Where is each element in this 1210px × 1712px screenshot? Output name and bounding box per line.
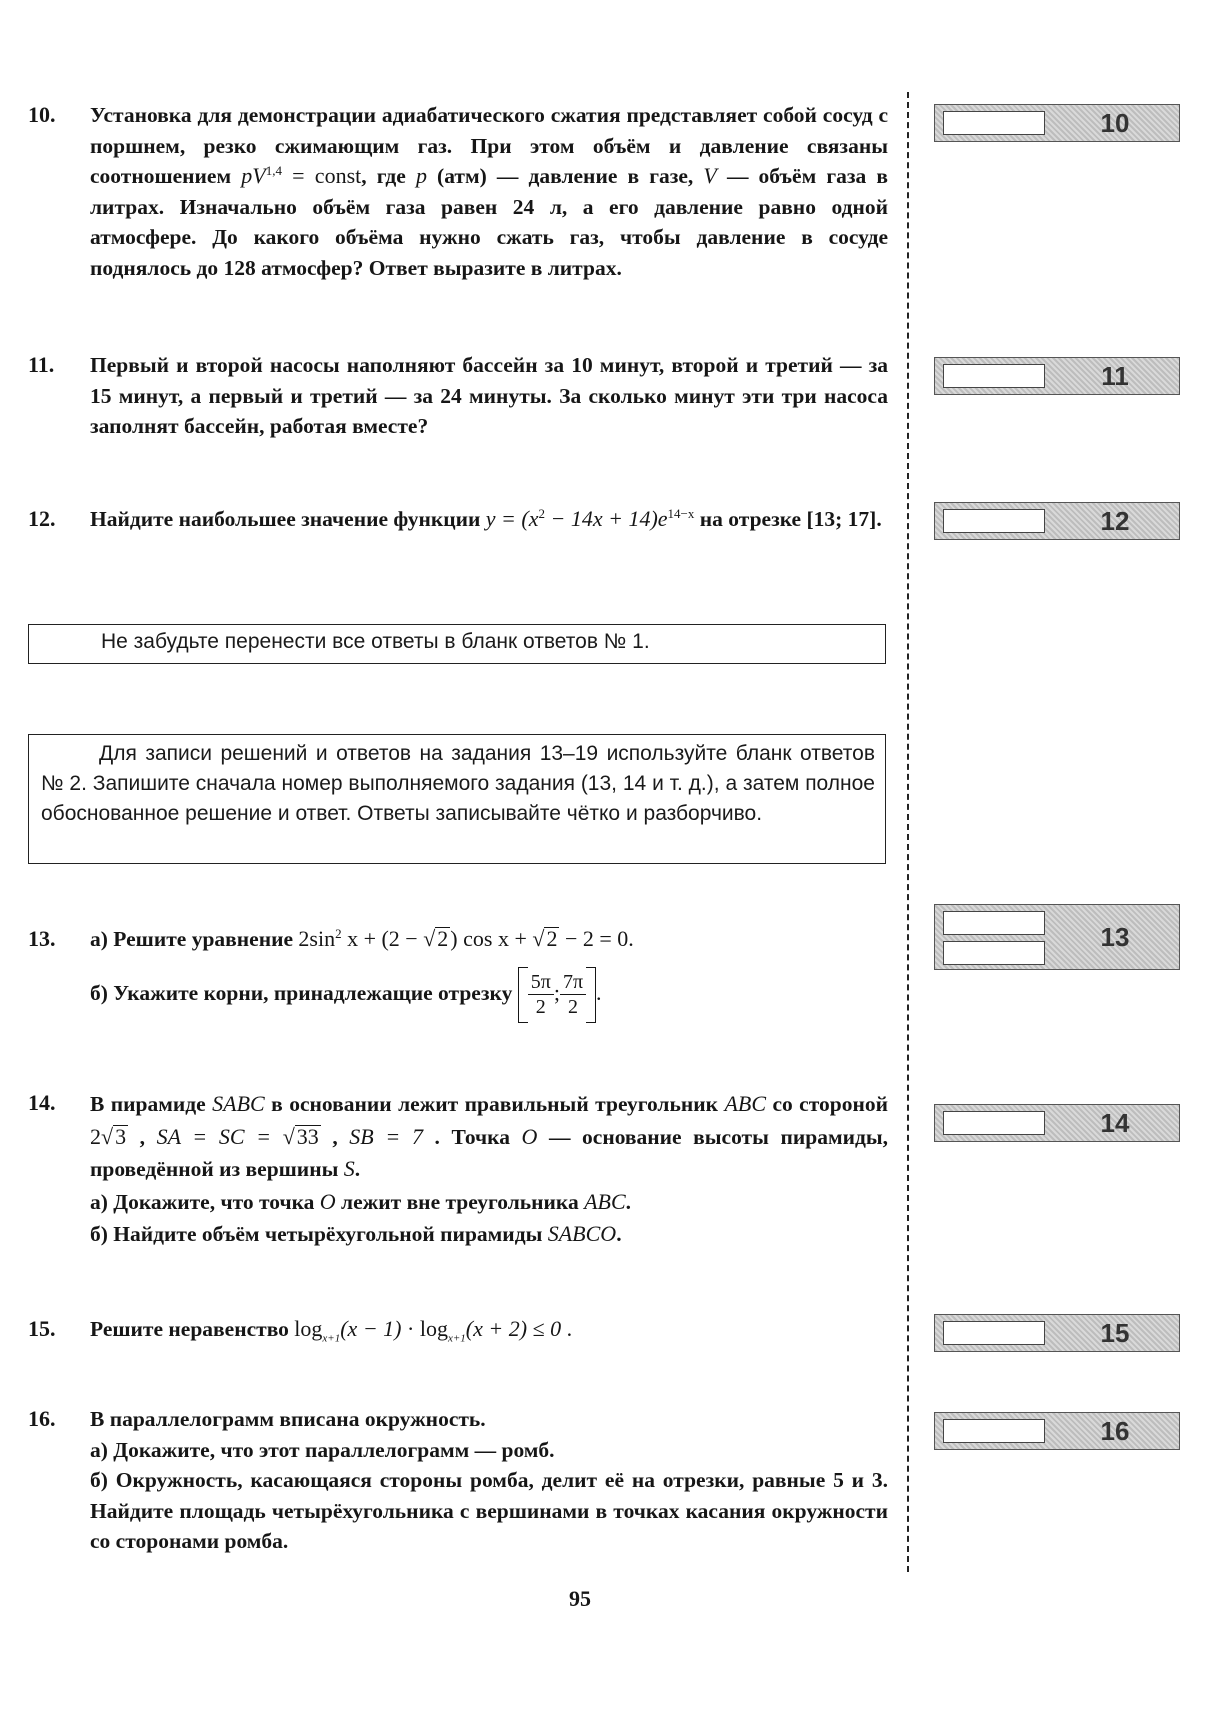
answer-box-14 — [934, 1104, 1180, 1142]
task-15 — [28, 1314, 888, 1345]
task-number: 16. — [28, 1406, 56, 1431]
task-text: Решите неравенство $\log_{x+1}(x - 1) \cdot \log_{x+1}(x + 2) \le 0$ . — [90, 1316, 573, 1345]
task-13 — [28, 924, 888, 1023]
answer-box-16 — [934, 1412, 1180, 1450]
answer-field[interactable] — [943, 1111, 1045, 1135]
task-12 — [28, 498, 888, 540]
task-10 — [28, 100, 888, 283]
answer-box-10 — [934, 104, 1180, 142]
task-11 — [28, 350, 888, 442]
answer-box-11 — [934, 357, 1180, 395]
task-16 — [28, 1404, 888, 1557]
answer-field[interactable] — [943, 364, 1045, 388]
answer-box-label: 11 — [1101, 361, 1129, 391]
task-number: 15. — [28, 1316, 56, 1341]
task-16-part-a: а) Докажите, что этот параллелограмм — ромб. — [90, 1437, 555, 1462]
answer-field[interactable] — [943, 1419, 1045, 1443]
transfer-note: Не забудьте перенести все ответы в бланк ответов № 1. — [28, 624, 886, 664]
task-16-part-b: б) Окружность, касающаяся стороны ромба, делит её на отрезки, равные 5 и 3. Найдите площадь четырёхугольника с вершинами в точках касания окружности со сторонами ромба. — [90, 1468, 888, 1553]
task-text: Найдите наибольшее значение функции $y = (x^2 - 14x + 14)e^{14-x}$ на отрезке [13; 17]. — [90, 505, 882, 531]
answer-field[interactable] — [943, 941, 1045, 965]
answer-box-label: 10 — [1100, 108, 1130, 138]
task-text — [90, 924, 888, 1023]
task-number: 11. — [28, 352, 55, 377]
answer-box-15 — [934, 1314, 1180, 1352]
task-14 — [28, 1088, 888, 1251]
task-13-part-b: б) Укажите корни, принадлежащие отрезку $\frac{5\pi}{2}$ ; $\frac{7\pi}{2}$ . — [90, 967, 888, 1023]
task-text: Установка для демонстрации адиабатического сжатия представляет собой сосуд с поршнем, резко сжимающим газ. При этом объём и давление связаны соотношением pV$^{1,4}$ = const, где p (атм) — давление в газе, V — объём газа в литрах. Изначально объём газа равен 24 л, а его давление равно одной атмосфере. До какого объёма нужно сжать газ, чтобы давление в сосуде поднялось до 128 атмосфер? Ответ выразите в литрах. — [90, 103, 888, 280]
task-text: В пирамиде SABC в основании лежит правильный треугольник ABC со стороной 2√3 , SA = SC = √33 , SB = 7 . Точка O — основание высоты пирамиды, проведённой из вершины S. а) Докажите, что точка O лежит вне треугольника ABC. б) Найдите объём четырёхугольной пирамиды SABCO. — [90, 1088, 888, 1251]
answer-field[interactable] — [943, 1321, 1045, 1345]
answer-field[interactable] — [943, 509, 1045, 533]
cut-line — [907, 92, 909, 1572]
task-number: 10. — [28, 102, 56, 127]
answer-box-12 — [934, 502, 1180, 540]
task-number: 14. — [28, 1090, 56, 1115]
answer-box-label: 13 — [1100, 922, 1130, 952]
answer-box-label: 16 — [1100, 1416, 1130, 1446]
answer-field[interactable] — [943, 911, 1045, 935]
task-number: 12. — [28, 506, 56, 531]
answer-box-label: 15 — [1100, 1318, 1130, 1348]
answer-field[interactable] — [943, 111, 1045, 135]
answer-box-label: 12 — [1100, 506, 1130, 536]
task-text: Первый и второй насосы наполняют бассейн за 10 минут, второй и третий — за 15 минут, а первый и третий — за 24 минуты. За сколько минут эти три насоса заполнят бассейн, работая вместе? — [90, 353, 888, 438]
task-13-part-a: а) Решите уравнение $2\sin^2$ x + (2 − √2) cos x + √2 − 2 = 0. — [90, 925, 634, 951]
task-text: В параллелограмм вписана окружность. а) Докажите, что этот параллелограмм — ромб. б) Окружность, касающаяся стороны ромба, делит её на отрезки, равные 5 и 3. Найдите площадь четырёхугольника с вершинами в точках касания окружности со сторонами ромба. — [90, 1404, 888, 1557]
page-number: 95 — [569, 1586, 591, 1611]
task-number: 13. — [28, 926, 56, 951]
instructions-note: Для записи решений и ответов на задания 13–19 используйте бланк ответов № 2. Запишите сначала номер выполняемого задания (13, 14 и т. д.), а затем полное обоснованное решение и ответ. Ответы записывайте чётко и разборчиво. — [28, 734, 886, 864]
answer-box-13 — [934, 904, 1180, 970]
task-14-part-b: б) Найдите объём четырёхугольной пирамиды SABCO. — [90, 1221, 622, 1246]
task-14-part-a: а) Докажите, что точка O лежит вне треугольника ABC. — [90, 1188, 632, 1214]
answer-box-label: 14 — [1100, 1108, 1130, 1138]
